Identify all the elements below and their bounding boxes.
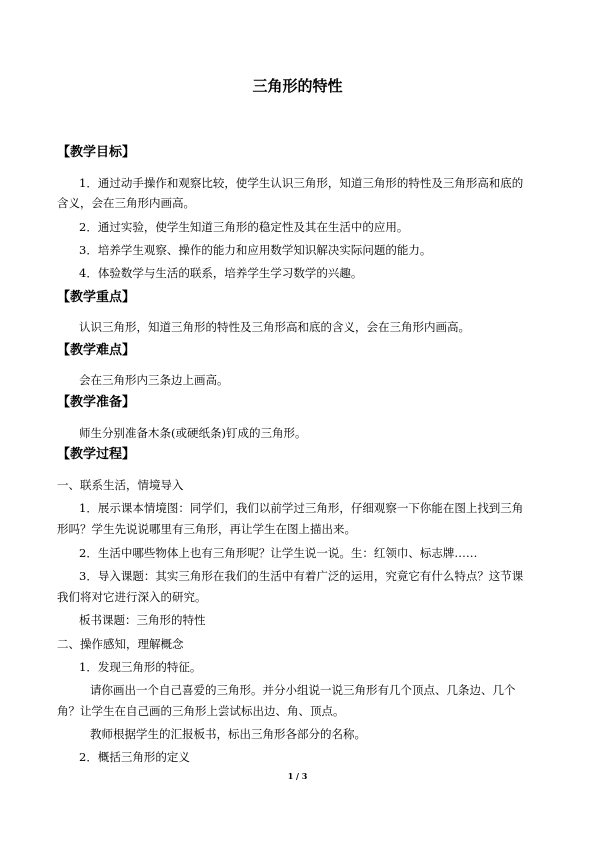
text-line: 形吗？学生先说说哪里有三角形，再让学生在图上描出来。	[57, 522, 356, 536]
text-line: 角？让学生在自己画的三角形上尝试标出边、角、顶点。	[57, 704, 345, 718]
page-number: 1 / 3	[287, 771, 308, 781]
text-line: 我们将对它进行深入的研究。	[57, 590, 207, 604]
text-line: 二、操作感知，理解概念	[57, 637, 184, 651]
section-heading-goals: 【教学目标】	[57, 145, 136, 160]
text-line: 2．通过实验，使学生知道三角形的稳定性及其在生活中的应用。	[79, 220, 409, 234]
text-line: 认识三角形，知道三角形的特性及三角形高和底的含义，会在三角形内画高。	[79, 320, 470, 334]
text-line: 教师根据学生的汇报板书，标出三角形各部分的名称。	[90, 727, 366, 741]
text-line: 4．体验数学与生活的联系，培养学生学习数学的兴趣。	[79, 266, 363, 280]
page-title: 三角形的特性	[252, 77, 343, 95]
text-line: 1．发现三角形的特征。	[79, 660, 202, 674]
section-heading-difficulties: 【教学难点】	[57, 343, 136, 358]
text-line: 会在三角形内三条边上画高。	[79, 373, 229, 387]
section-heading-preparation: 【教学准备】	[57, 395, 136, 410]
text-line: 3．导入课题：其实三角形在我们的生活中有着广泛的运用，究竟它有什么特点？这节课	[79, 569, 524, 583]
text-line: 1．展示课本情境图：同学们，我们以前学过三角形，仔细观察一下你能在图上找到三角	[79, 501, 524, 515]
section-heading-key-points: 【教学重点】	[57, 290, 136, 305]
text-line: 师生分别准备木条(或硬纸条)钉成的三角形。	[79, 426, 307, 440]
text-line: 2．生活中哪些物体上也有三角形呢？让学生说一说。生：红领巾、标志牌……	[79, 546, 478, 560]
text-line: 含义，会在三角形内画高。	[57, 196, 195, 210]
text-line: 板书课题：三角形的特性	[79, 613, 206, 627]
text-line: 一、联系生活，情境导入	[57, 478, 184, 492]
text-line: 2．概括三角形的定义	[79, 750, 190, 764]
text-line: 3．培养学生观察、操作的能力和应用数学知识解决实际问题的能力。	[79, 243, 432, 257]
text-line: 1．通过动手操作和观察比较，使学生认识三角形，知道三角形的特性及三角形高和底的	[79, 176, 524, 190]
section-heading-process: 【教学过程】	[57, 447, 136, 462]
text-line: 请你画出一个自己喜爱的三角形。并分小组说一说三角形有几个顶点、几条边、几个	[90, 683, 516, 697]
